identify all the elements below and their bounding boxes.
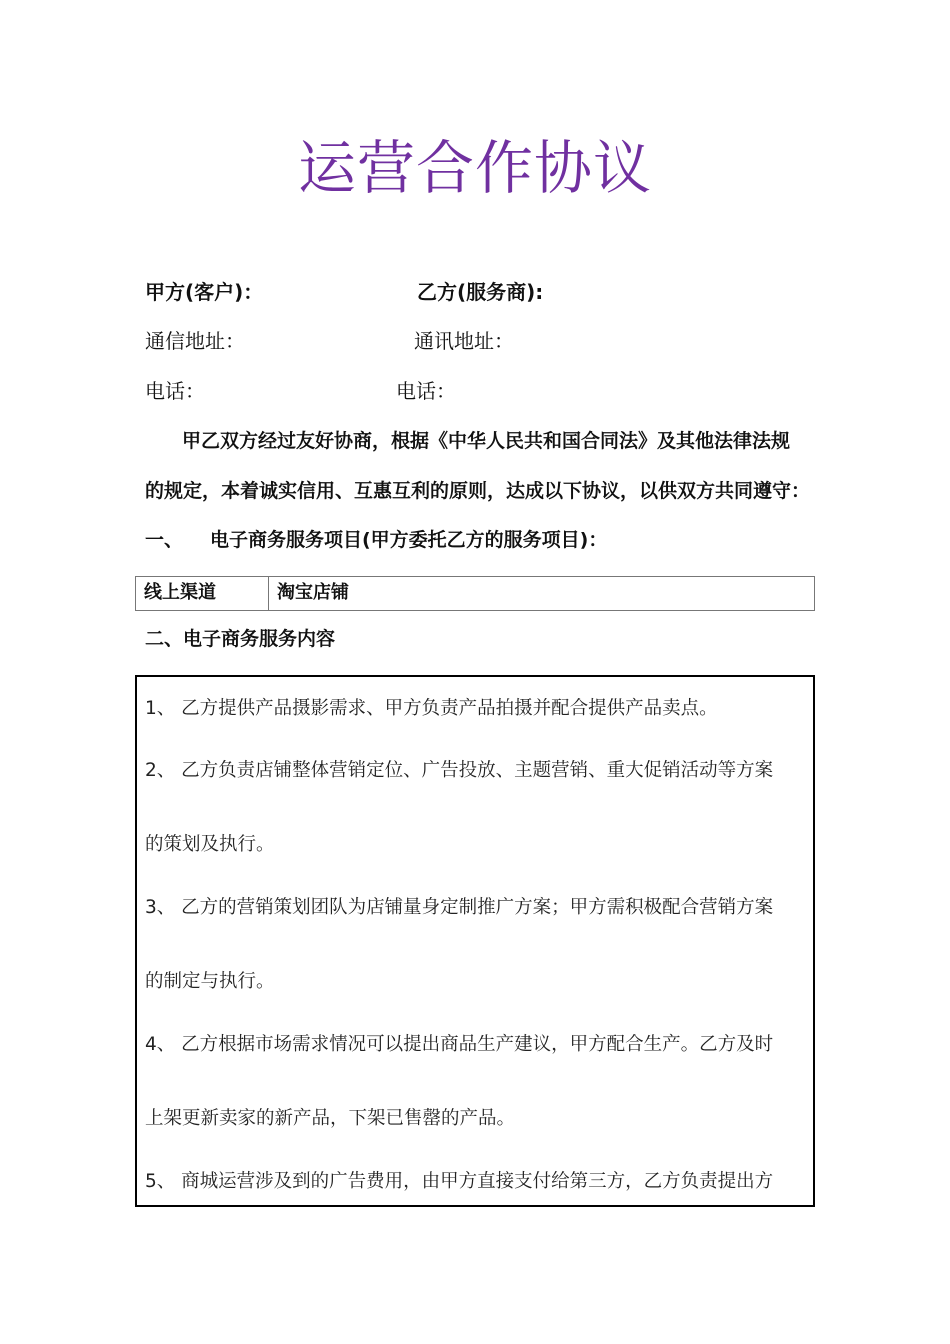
intro-line-1: 甲乙双方经过友好协商，根据《中华人民共和国合同法》及其他法律法规 bbox=[182, 430, 791, 452]
content-line: 5、 商城运营涉及到的广告费用，由甲方直接支付给第三方，乙方负责提出方 bbox=[145, 1171, 774, 1192]
party-a-phone-label: 电话： bbox=[145, 379, 205, 403]
intro-line-2: 的规定，本着诚实信用、互惠互利的原则，达成以下协议，以供双方共同遵守： bbox=[145, 480, 811, 502]
content-line: 的制定与执行。 bbox=[145, 971, 275, 992]
section-1-number: 一、 bbox=[145, 529, 184, 551]
service-content-box bbox=[135, 675, 815, 1207]
content-line: 3、 乙方的营销策划团队为店铺量身定制推广方案；甲方需积极配合营销方案 bbox=[145, 897, 774, 918]
document-title: 运营合作协议 bbox=[297, 134, 652, 202]
content-line: 2、 乙方负责店铺整体营销定位、广告投放、主题营销、重大促销活动等方案 bbox=[145, 760, 774, 781]
content-line: 4、 乙方根据市场需求情况可以提出商品生产建议，甲方配合生产。乙方及时 bbox=[145, 1034, 774, 1055]
content-line: 上架更新卖家的新产品，下架已售罄的产品。 bbox=[145, 1108, 516, 1129]
service-channel-table bbox=[135, 576, 815, 611]
party-b-phone-label: 电话： bbox=[396, 379, 456, 403]
section-1-heading: 电子商务服务项目(甲方委托乙方的服务项目)： bbox=[210, 529, 608, 551]
party-b-address-label: 通讯地址： bbox=[414, 329, 514, 353]
party-a-address-label: 通信地址： bbox=[145, 329, 245, 353]
channel-label-cell: 线上渠道 bbox=[144, 582, 216, 603]
table-divider bbox=[268, 577, 269, 610]
content-line: 1、 乙方提供产品摄影需求、甲方负责产品拍摄并配合提供产品卖点。 bbox=[145, 698, 718, 719]
content-line: 的策划及执行。 bbox=[145, 834, 275, 855]
party-b-label: 乙方(服务商): bbox=[417, 280, 544, 304]
section-2-heading: 二、电子商务服务内容 bbox=[145, 628, 336, 650]
party-a-label: 甲方(客户)： bbox=[145, 280, 264, 304]
channel-value-cell: 淘宝店铺 bbox=[277, 582, 349, 603]
